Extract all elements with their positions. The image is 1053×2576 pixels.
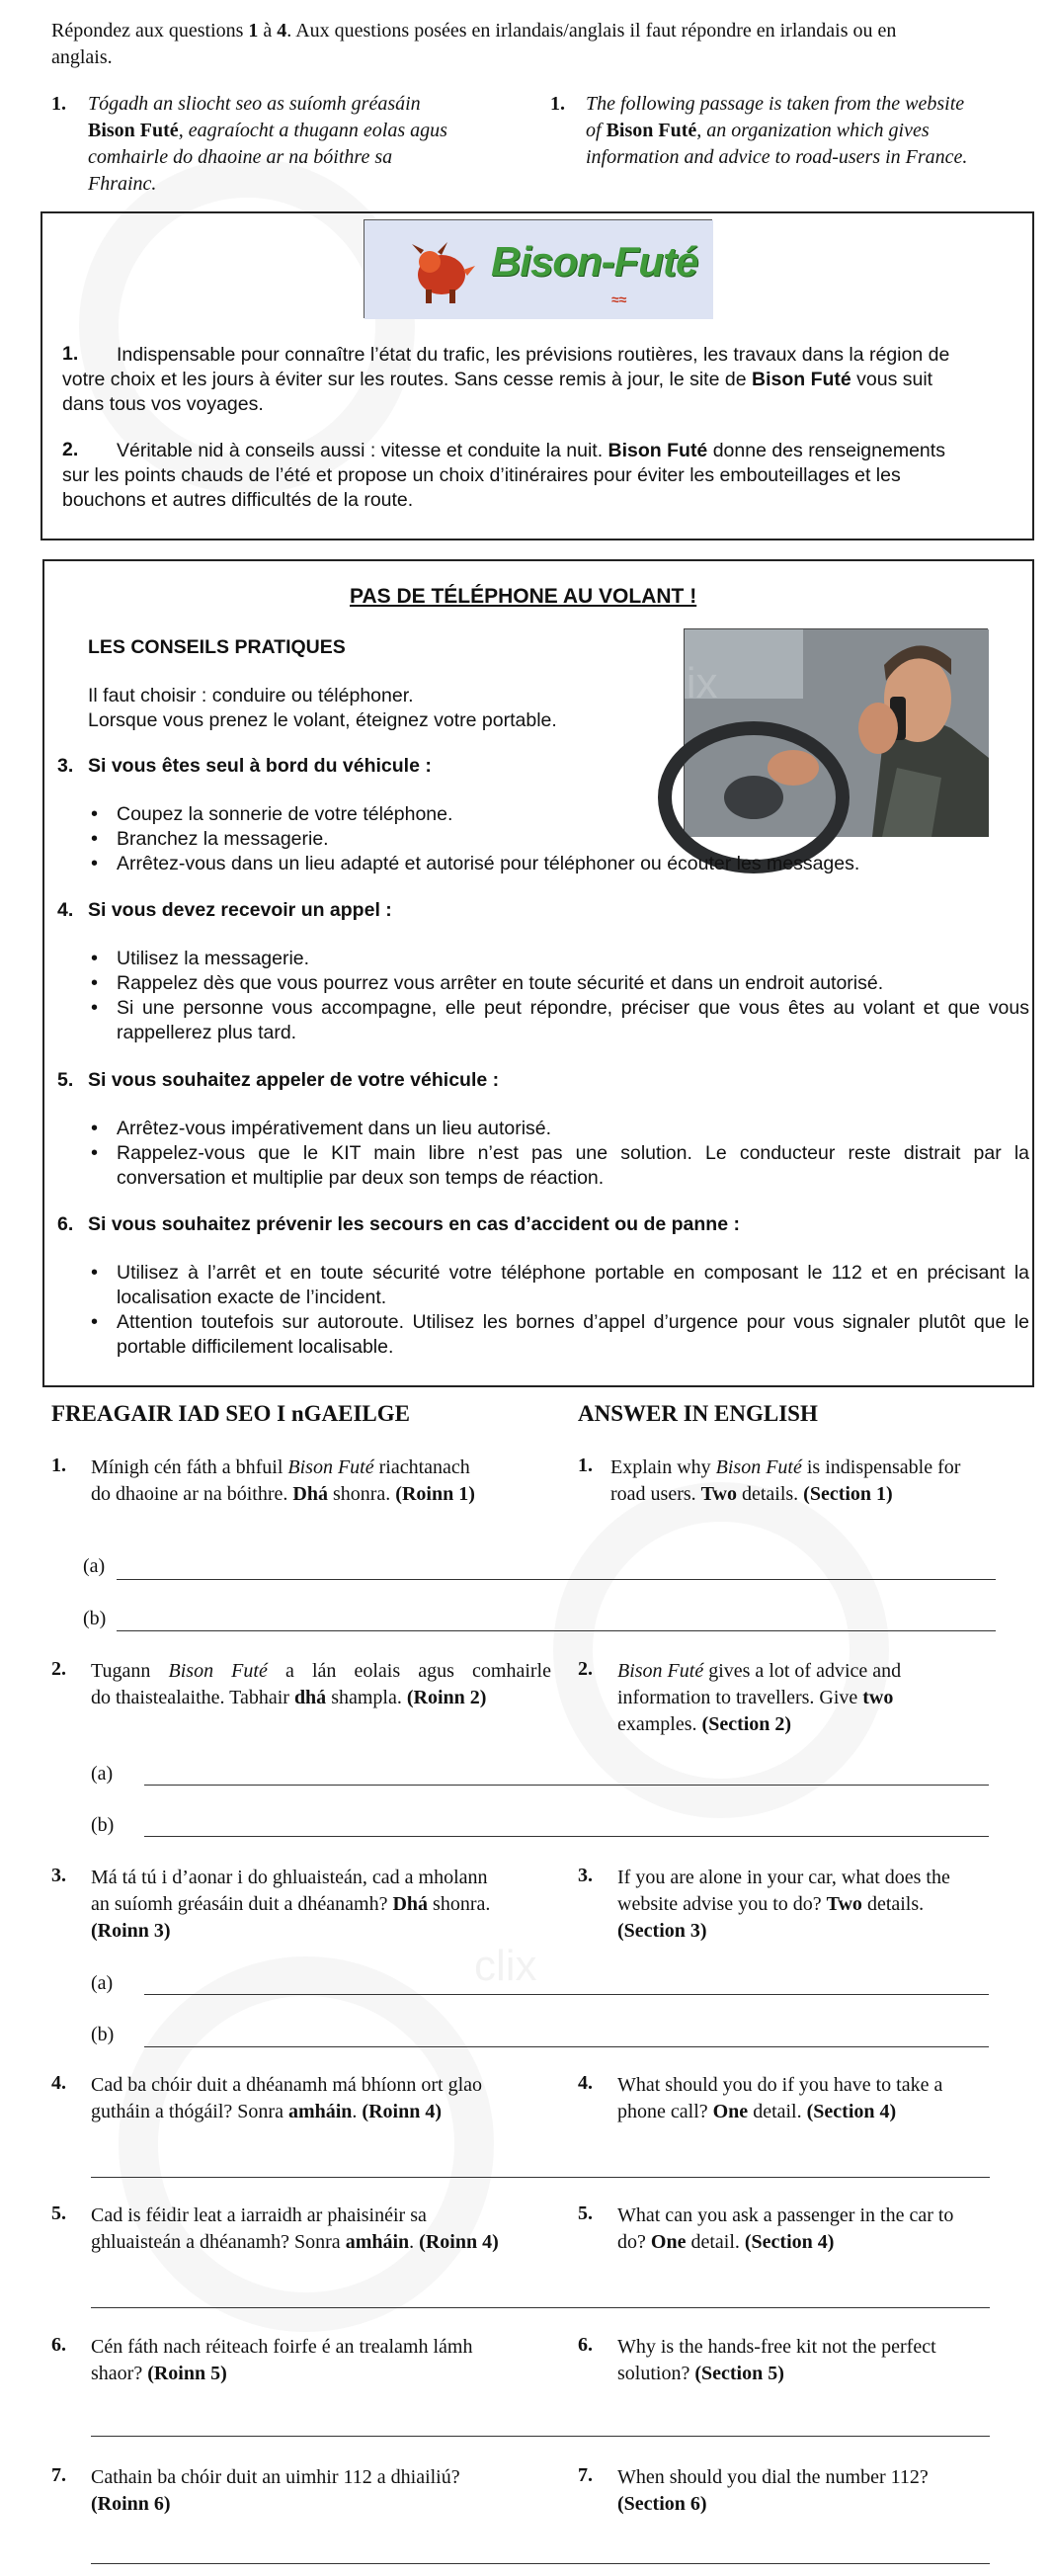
q6-irish	[91, 2334, 555, 2387]
q2-ga-text: shampla.	[326, 1687, 407, 1708]
q1-en-text: is indispensable for	[801, 1456, 961, 1478]
section-3-bullets	[81, 802, 1029, 876]
q2-en-text: examples.	[617, 1713, 702, 1735]
watermark-circle	[119, 1956, 494, 2332]
conseils-intro	[88, 684, 681, 733]
q6-number-en: 6.	[578, 2334, 593, 2356]
q2-answer-b-label: (b)	[91, 1814, 115, 1836]
intro-ga-text	[88, 91, 513, 198]
q4-ga-text: gutháin a thógáil? Sonra	[91, 2101, 288, 2122]
q3-answer-b-label: (b)	[91, 2024, 115, 2045]
section-1-line: Indispensable pour connaître l’état du trafic, les prévisions routières, les travaux dans la région de	[117, 344, 950, 366]
section-2-line: Véritable nid à conseils aussi : vitesse et conduite la nuit.	[117, 440, 608, 461]
q3-answer-a-label: (a)	[91, 1972, 114, 1994]
q1-ga-text: riachtanach	[373, 1456, 470, 1478]
q1-answer-b-label: (b)	[83, 1608, 107, 1629]
section-2-number: 2.	[62, 439, 79, 460]
bullet-item: • Attention toutefois sur autoroute. Utilisez les bornes d’appel d’urgence pour vous signaler plutôt que le portable difficilement localisable.	[81, 1310, 1029, 1360]
q3-number-en: 3.	[578, 1865, 593, 1886]
intro-en-line: , an organization which gives	[696, 120, 930, 141]
q3-ga-count: Dhá	[392, 1893, 429, 1915]
section-5-heading: Si vous souhaitez appeler de votre véhicule :	[88, 1069, 500, 1091]
intro-ga-line: Fhrainc.	[88, 173, 157, 195]
q3-english	[617, 1865, 1032, 1945]
section-3-heading: Si vous êtes seul à bord du véhicule :	[88, 755, 432, 777]
q4-ga-ref: (Roinn 4)	[362, 2101, 442, 2122]
section-4-number: 4.	[57, 899, 74, 921]
bullet-item: • Utilisez la messagerie.	[81, 947, 1029, 971]
q5-en-text: What can you ask a passenger in the car to	[617, 2204, 954, 2226]
q7-ga-ref: (Roinn 6)	[91, 2493, 171, 2515]
q4-english	[617, 2072, 1032, 2125]
q2-ga-count: dhá	[293, 1687, 327, 1708]
section-6-bullets	[81, 1261, 1029, 1360]
q1-ga-text: Mínigh cén fáth a bhfuil	[91, 1456, 288, 1478]
q3-answer-a-line[interactable]	[144, 1994, 989, 1995]
logo-wordmark: Bison-Futé	[491, 238, 698, 285]
section-1-text	[62, 343, 1030, 417]
q7-irish	[91, 2464, 555, 2518]
q2-ga-ref: (Roinn 2)	[406, 1687, 487, 1708]
instructions-q-end: 4	[277, 20, 287, 42]
q4-en-ref: (Section 4)	[806, 2101, 897, 2122]
q4-en-text: What should you do if you have to take a	[617, 2074, 943, 2096]
q3-ga-ref: (Roinn 3)	[91, 1920, 171, 1942]
q6-en-ref: (Section 5)	[694, 2363, 784, 2384]
conseils-subtitle: LES CONSEILS PRATIQUES	[88, 636, 346, 658]
intro-ga-line: Tógadh an sliocht seo as suíomh gréasáin	[88, 93, 421, 115]
q6-ga-text: shaor?	[91, 2363, 148, 2384]
q2-answer-a-line[interactable]	[144, 1785, 989, 1786]
q5-en-text: do?	[617, 2231, 651, 2253]
intro-en-bison: Bison Futé	[606, 120, 697, 141]
q1-en-text: Explain why	[610, 1456, 716, 1478]
q2-answer-a-label: (a)	[91, 1763, 114, 1785]
q1-ga-bison: Bison Futé	[287, 1456, 374, 1478]
bullet-item: • Branchez la messagerie.	[81, 827, 1029, 852]
section-2-line: sur les points chauds de l’été et propose un choix d’itinéraires pour éviter les embouteillages et les	[62, 464, 901, 486]
q1-irish	[91, 1454, 535, 1508]
intro-en-line: of	[586, 120, 607, 141]
q1-ga-ref: (Roinn 1)	[395, 1483, 475, 1505]
section-2-bison: Bison Futé	[608, 440, 708, 461]
q1-number-en: 1.	[578, 1454, 593, 1476]
q5-answer-line[interactable]	[91, 2307, 990, 2308]
q2-en-bison: Bison Futé	[617, 1660, 704, 1682]
section-4-heading: Si vous devez recevoir un appel :	[88, 899, 392, 921]
q1-ga-text: shonra.	[327, 1483, 396, 1505]
section-1-bison: Bison Futé	[751, 369, 851, 390]
q6-answer-line[interactable]	[91, 2436, 990, 2437]
q5-ga-text: ghluaisteán a dhéanamh? Sonra	[91, 2231, 346, 2253]
english-answer-heading: ANSWER IN ENGLISH	[578, 1401, 818, 1426]
q1-answer-a-label: (a)	[83, 1555, 106, 1577]
q1-en-count: Two	[700, 1483, 737, 1505]
watermark-circle	[553, 1482, 889, 1818]
q4-en-text: phone call?	[617, 2101, 713, 2122]
q2-ga-text: do thaistealaithe. Tabhair	[91, 1687, 294, 1708]
q2-number-ga: 2.	[51, 1658, 66, 1680]
q5-english	[617, 2202, 1032, 2256]
logo-underline-marks: ≈≈	[611, 291, 627, 307]
q7-en-text: When should you dial the number 112?	[617, 2466, 929, 2488]
q5-number-ga: 5.	[51, 2202, 66, 2224]
conseils-title: PAS DE TÉLÉPHONE AU VOLANT !	[350, 585, 697, 608]
q3-ga-text: Má tá tú i d’aonar i do ghluaisteán, cad a mholann	[91, 1867, 488, 1888]
bullet-item: • Rappelez-vous que le KIT main libre n’est pas une solution. Le conducteur reste distrait par la conversation et multiplie par deux son temps de réaction.	[81, 1141, 1029, 1191]
q3-en-text: website advise you to do?	[617, 1893, 827, 1915]
section-2-line: bouchons et autres difficultés de la route.	[62, 489, 414, 511]
q5-ga-text: Cad is féidir leat a iarraidh ar phaisinéir sa	[91, 2204, 427, 2226]
bullet-item: • Rappelez dès que vous pourrez vous arrêter en toute sécurité et dans un endroit autorisé.	[81, 971, 1029, 996]
section-2-text	[62, 439, 1030, 513]
instructions-text: Répondez aux questions	[51, 20, 249, 42]
q4-irish	[91, 2072, 555, 2125]
intro-ga-line: comhairle do dhaoine ar na bóithre sa	[88, 146, 393, 168]
q3-en-text: If you are alone in your car, what does the	[617, 1867, 950, 1888]
q4-number-en: 4.	[578, 2072, 593, 2094]
q2-en-ref: (Section 2)	[701, 1713, 792, 1735]
q2-en-count: two	[862, 1687, 894, 1708]
section-5-bullets	[81, 1117, 1029, 1191]
q3-irish	[91, 1865, 555, 1945]
q4-en-count: One	[712, 2101, 749, 2122]
page-watermark: clix	[474, 1942, 537, 1990]
q5-ga-text: .	[409, 2231, 420, 2253]
q6-number-ga: 6.	[51, 2334, 66, 2356]
bullet-item: • Utilisez à l’arrêt et en toute sécurité votre téléphone portable en composant le 112 et en précisant la localisation exacte de l’incident.	[81, 1261, 1029, 1310]
q1-en-ref: (Section 1)	[803, 1483, 893, 1505]
q2-en-text: information to travellers. Give	[617, 1687, 863, 1708]
q5-en-ref: (Section 4)	[744, 2231, 835, 2253]
instructions-text: . Aux questions posées en irlandais/anglais il faut répondre en irlandais ou en	[286, 20, 897, 42]
q2-english	[617, 1658, 1032, 1738]
conseils-intro-line: Lorsque vous prenez le volant, éteignez votre portable.	[88, 709, 557, 731]
q1-en-bison: Bison Futé	[715, 1456, 802, 1478]
q3-ga-text: shonra.	[428, 1893, 491, 1915]
q7-answer-line[interactable]	[91, 2563, 990, 2564]
q5-ga-ref: (Roinn 4)	[419, 2231, 499, 2253]
q7-number-en: 7.	[578, 2464, 593, 2486]
instructions	[51, 18, 1000, 71]
bullet-item: • Arrêtez-vous impérativement dans un lieu autorisé.	[81, 1117, 1029, 1141]
q4-answer-line[interactable]	[91, 2177, 990, 2178]
q4-number-ga: 4.	[51, 2072, 66, 2094]
q1-number-ga: 1.	[51, 1454, 66, 1476]
q3-number-ga: 3.	[51, 1865, 66, 1886]
section-3-number: 3.	[57, 755, 74, 777]
q3-answer-b-line[interactable]	[144, 2046, 989, 2047]
bullet-item: • Coupez la sonnerie de votre téléphone.	[81, 802, 1029, 827]
instructions-text: à	[258, 20, 278, 42]
photo-watermark: clix	[655, 659, 718, 707]
q1-english	[610, 1454, 1035, 1508]
intro-ga-number: 1.	[51, 93, 66, 115]
instructions-q-start: 1	[248, 20, 259, 42]
q3-en-count: Two	[826, 1893, 862, 1915]
q1-en-text: details.	[736, 1483, 804, 1505]
section-2-line: donne des renseignements	[707, 440, 945, 461]
q5-ga-count: amháin	[345, 2231, 410, 2253]
q7-number-ga: 7.	[51, 2464, 66, 2486]
q6-english	[617, 2334, 1032, 2387]
section-1-line: dans tous vos voyages.	[62, 393, 264, 415]
intro-en-number: 1.	[550, 93, 565, 115]
q4-ga-text: Cad ba chóir duit a dhéanamh má bhíonn ort glao	[91, 2074, 483, 2096]
bison-fute-logo	[364, 219, 712, 318]
q5-irish	[91, 2202, 565, 2256]
section-6-number: 6.	[57, 1213, 74, 1235]
q1-answer-a-line[interactable]	[117, 1579, 996, 1580]
bullet-item: • Arrêtez-vous dans un lieu adapté et autorisé pour téléphoner ou écouter les messages.	[81, 852, 1029, 876]
q7-ga-text: Cathain ba chóir duit an uimhir 112 a dhiailiú?	[91, 2466, 460, 2488]
section-5-number: 5.	[57, 1069, 74, 1091]
q3-en-ref: (Section 3)	[617, 1920, 707, 1942]
q6-ga-ref: (Roinn 5)	[147, 2363, 227, 2384]
q5-number-en: 5.	[578, 2202, 593, 2224]
q7-english	[617, 2464, 1032, 2518]
q1-ga-count: Dhá	[292, 1483, 328, 1505]
section-1-number: 1.	[62, 343, 79, 365]
conseils-intro-line: Il faut choisir : conduire ou téléphoner.	[88, 685, 414, 706]
q2-irish	[91, 1658, 551, 1711]
q6-ga-text: Cén fáth nach réiteach foirfe é an trealamh lámh	[91, 2336, 473, 2358]
q1-en-text: road users.	[610, 1483, 701, 1505]
section-1-line: vous suit	[850, 369, 933, 390]
section-6-heading: Si vous souhaitez prévenir les secours en cas d’accident ou de panne :	[88, 1213, 740, 1235]
q1-ga-text: do dhaoine ar na bóithre.	[91, 1483, 293, 1505]
q6-en-text: solution?	[617, 2363, 695, 2384]
intro-en-text	[586, 91, 1040, 171]
section-4-bullets	[81, 947, 1029, 1045]
q4-ga-count: amháin	[287, 2101, 353, 2122]
irish-answer-heading: FREAGAIR IAD SEO I nGAEILGE	[51, 1401, 410, 1426]
q5-en-text: detail.	[686, 2231, 745, 2253]
q7-en-ref: (Section 6)	[617, 2493, 707, 2515]
section-1-line: votre choix et les jours à éviter sur les routes. Sans cesse remis à jour, le site de	[62, 369, 752, 390]
q3-en-text: details.	[861, 1893, 925, 1915]
q2-ga-text: a lán eolais agus comhairle	[267, 1660, 551, 1682]
intro-en-line: The following passage is taken from the website	[586, 93, 965, 115]
intro-ga-line: , eagraíocht a thugann eolas agus	[178, 120, 447, 141]
q4-en-text: detail.	[748, 2101, 807, 2122]
q6-en-text: Why is the hands-free kit not the perfect	[617, 2336, 936, 2358]
q2-answer-b-line[interactable]	[144, 1836, 989, 1837]
q5-en-count: One	[650, 2231, 687, 2253]
q1-answer-b-line[interactable]	[117, 1630, 996, 1631]
q4-ga-text: .	[352, 2101, 363, 2122]
q2-ga-bison: Bison Futé	[168, 1660, 268, 1682]
q2-number-en: 2.	[578, 1658, 593, 1680]
q2-en-text: gives a lot of advice and	[703, 1660, 902, 1682]
instructions-line2: anglais.	[51, 46, 113, 68]
q3-ga-text: an suíomh gréasáin duit a dhéanamh?	[91, 1893, 393, 1915]
bullet-item: • Si une personne vous accompagne, elle peut répondre, préciser que vous êtes au volant et que vous rappellerez plus tard.	[81, 996, 1029, 1045]
intro-ga-bison: Bison Futé	[88, 120, 179, 141]
q2-ga-text: Tugann	[91, 1660, 169, 1682]
intro-en-line: information and advice to road-users in France.	[586, 146, 968, 168]
